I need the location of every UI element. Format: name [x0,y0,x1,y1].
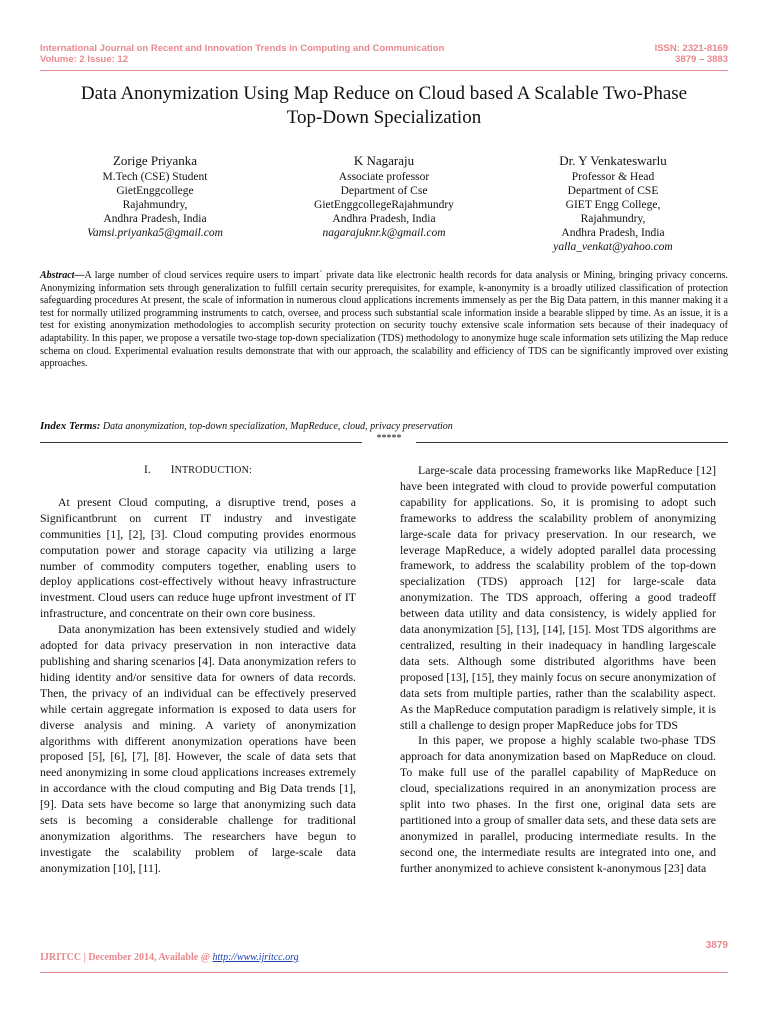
journal-pages: 3879 – 3883 [675,54,728,65]
footer-divider [40,972,728,973]
index-terms [40,420,728,433]
title-line-1: Data Anonymization Using Map Reduce on Cloud based A Scalable Two-Phase [80,83,688,104]
right-column [400,463,716,877]
author-name: Zorige Priyanka [112,153,198,168]
journal-header [40,43,444,65]
separator-line-left [40,442,362,443]
journal-issn: ISSN: 2321-8169 [654,43,728,54]
body-paragraph: At present Cloud computing, a disruptive trend, poses a Significantbrunt on current IT industry and investigate communities [1], [2], [3]. Cloud computing provides enormous computation power and storage capacity via utilizing a large number of commodity computers together, enabling users to deploy applications cost-effectively without heavy infrastructure investment. Cloud users can reduce huge upfront investment of IT infrastructure, and concentrate on their own core business. [40,494,356,621]
author-affiliation: Andhra Pradesh, India [332,213,436,225]
footer-link[interactable]: http://www.ijritcc.org [212,952,299,963]
page-number: 3879 [705,940,728,951]
author-affiliation: Department of Cse [340,185,428,197]
index-terms-label: Index Terms: [40,420,101,432]
author-affiliation: Rajahmundry, [580,213,646,225]
journal-name: International Journal on Recent and Innovation Trends in Computing and Communication [40,43,445,54]
separator-stars: ***** [376,433,402,444]
author-affiliation: Associate professor [338,171,430,183]
body-paragraph: Large-scale data processing frameworks like MapReduce [12] have been integrated with cloud to provide powerful computation capability for applications. So, it is promising to adopt such frameworks to address the scalability problem of anonymizing large-scale data for privacy preservation. In our research, we leverage MapReduce, a widely adopted parallel data processing framework, to address the scalability problem of the top-down specialization (TDS) approach [12] for large-scale data anonymization. The TDS approach, offering a good tradeoff between data utility and data consistency, is widely applied for data anonymization [5], [13], [14], [15]. Most TDS algorithms are centralized, resulting in their inadequacy in handling largescale data sets. Although some distributed algorithms have been proposed [13], [15], they mainly focus on secure anonymization of data sets from multiple parties, rather than the scalability aspect. As the MapReduce computation paradigm is relatively simple, it is still a challenge to design proper MapReduce jobs for TDS [400,463,716,732]
author-3 [498,152,728,254]
author-affiliation: Andhra Pradesh, India [103,213,207,225]
left-column [40,463,356,877]
footer-text: IJRITCC | December 2014, Available @ [40,952,213,963]
author-email[interactable]: yalla_venkat@yahoo.com [553,241,673,253]
header-divider [40,70,728,71]
journal-volume: Volume: 2 Issue: 12 [40,54,128,65]
author-affiliation: M.Tech (CSE) Student [102,171,208,183]
abstract [40,270,728,371]
author-affiliation: GietEnggcollege [116,185,194,197]
author-affiliation: GietEnggcollegeRajahmundry [314,199,454,211]
author-1 [40,152,270,240]
author-email[interactable]: Vamsi.priyanka5@gmail.com [87,227,223,239]
section-number: I. [144,464,151,476]
journal-issn-block [655,43,728,65]
author-affiliation: Rajahmundry, [122,199,188,211]
author-affiliation: GIET Engg College, [565,199,661,211]
section-initial: I [170,464,175,476]
paper-title [40,82,728,130]
section-title-rest: NTRODUCTION: [174,465,252,476]
body-paragraph: Data anonymization has been extensively studied and widely adopted for data privacy preservation in non interactive data publishing and sharing scenarios [4]. Data anonymization refers to hiding identity and/or sensitive data for owners of data records. Then, the privacy of an individual can be effectively preserved while certain aggregate information is exposed to data users for diverse analysis and mining. A variety of anonymization algorithms with different anonymization operations have been proposed [5], [6], [7], [8]. However, the scale of data sets that need anonymizing in some cloud applications increases extremely in accordance with the cloud computing and Big Data trends [1], [9]. Data sets have become so large that anonymizing such data sets is becoming a considerable challenge for traditional anonymization algorithms. The researchers have begun to investigate the scalability problem of large-scale data anonymization [10], [11]. [40,622,356,875]
footer [40,952,299,963]
section-heading [40,463,356,479]
section-separator [40,433,728,445]
abstract-text: A large number of cloud services require users to impart` private data like electronic health records for data analysis or Mining, bringing privacy concerns. Anonymizing information sets through generalization to fulfill certain security prerequisites, for example, k-anonymity is a broadly utilized classification of protection safeguarding procedures At present, the scale of information in numerous cloud applications increments immensely as per the Big Data pattern, in this manner making it a test for normally utilized programming instruments to catch, oversee, and process such substantial scale information inside a bearable slipped by time. As an issue, it is a test for existing anonymization methodologies to accomplish security protection on security touchy extensive scale information sets because of their inadequacy of adaptability. In this paper, we propose a versatile two-stage top-down specialization (TDS) methodology to anonymize huge scale information sets utilizing the Map reduce schema on cloud. Experimental evaluation results demonstrate that with our approach, the scalability and efficiency of TDS can be significantly improved over existing approaches. [40,270,728,370]
author-name: Dr. Y Venkateswarlu [559,153,667,168]
author-affiliation: Andhra Pradesh, India [561,227,665,239]
author-name: K Nagaraju [353,153,415,168]
author-2 [269,152,499,240]
abstract-label: Abstract— [40,270,85,281]
separator-line-right [416,442,728,443]
title-line-2: Top-Down Specialization [286,107,482,128]
index-terms-text: Data anonymization, top-down specialization, MapReduce, cloud, privacy preservation [102,421,453,432]
author-affiliation: Department of CSE [567,185,659,197]
author-affiliation: Professor & Head [571,171,655,183]
author-email[interactable]: nagarajuknr.k@gmail.com [322,227,446,239]
body-paragraph: In this paper, we propose a highly scalable two-phase TDS approach for data anonymization based on MapReduce on cloud. To make full use of the parallel capability of MapReduce on cloud, specializations required in an anonymization process are split into two phases. In the first one, original data sets are partitioned into a group of smaller data sets, and these data sets are anonymized in parallel, producing intermediate results. In the second one, the intermediate results are integrated into one, and further anonymized to achieve consistent k-anonymous [23] data [400,733,716,875]
